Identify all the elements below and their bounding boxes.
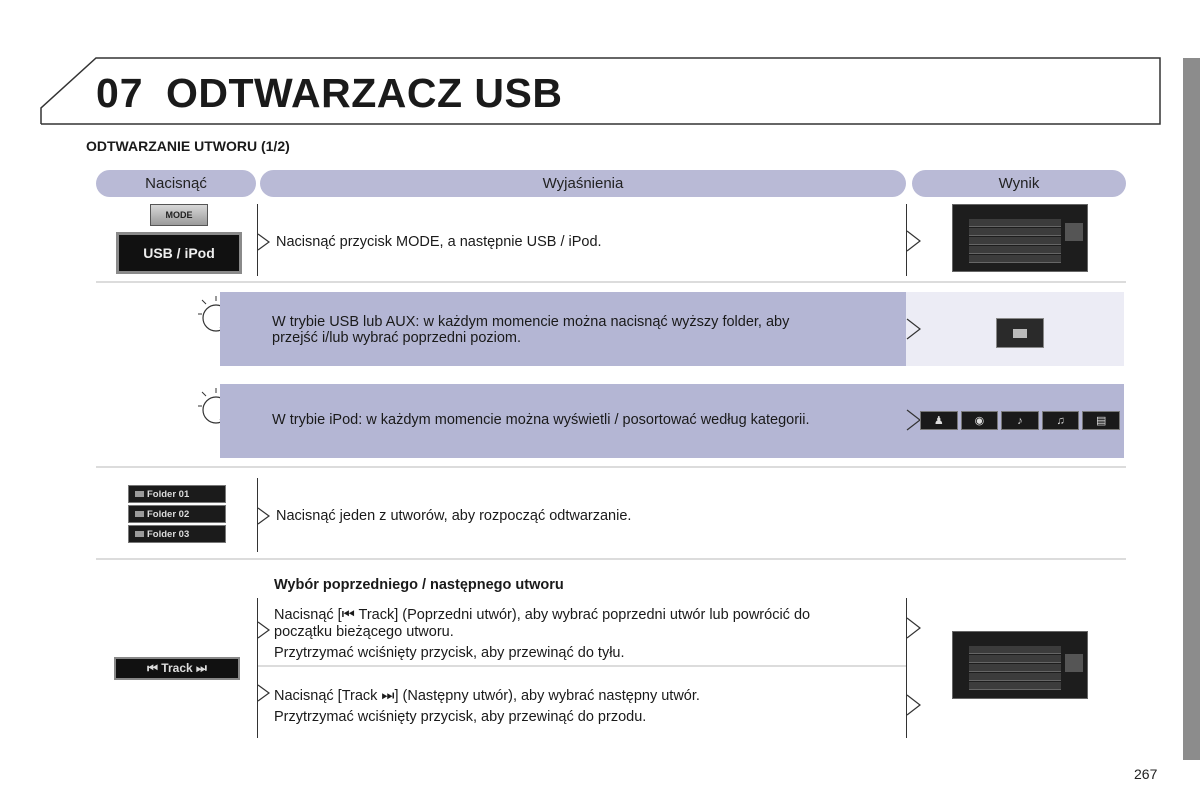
pointer-chevron-icon [257, 684, 271, 702]
next-track-line2: Przytrzymać wciśnięty przycisk, aby przewinąć do przodu. [274, 709, 647, 725]
pointer-chevron-icon [906, 230, 922, 252]
ipod-category-strip [920, 411, 1120, 430]
tip1-line2: przejść i/lub wybrać poprzedni poziom. [272, 330, 522, 346]
folder-01-button[interactable]: Folder 01 [128, 485, 226, 503]
folder-02-button[interactable]: Folder 02 [128, 505, 226, 523]
usb-ipod-button[interactable]: USB / iPod [116, 232, 242, 274]
folder-icon [135, 511, 144, 517]
folder-03-button[interactable]: Folder 03 [128, 525, 226, 543]
prev-track-line2: początku bieżącego utworu. [274, 624, 454, 640]
folder-icon [135, 531, 144, 537]
column-header-press: Nacisnąć [96, 170, 256, 197]
chapter-title: ODTWARZACZ USB [166, 70, 563, 116]
row1-explanation: Nacisnąć przycisk MODE, a następnie USB / iPod. [276, 234, 602, 250]
row3-explanation: Nacisnąć jeden z utworów, aby rozpocząć odtwarzanie. [276, 508, 632, 524]
disc-icon[interactable]: ◉ [961, 411, 999, 430]
track-button[interactable]: ⏮ Track ⏭ [114, 657, 240, 680]
result-screen-folder-list [952, 631, 1088, 699]
result-screen-usb-menu [952, 204, 1088, 272]
pointer-chevron-icon [906, 318, 922, 340]
row-separator [96, 281, 1126, 283]
chapter-number: 07 [96, 70, 144, 116]
tip2-text: W trybie iPod: w każdym momencie można wyświetli / posortować według kategorii. [272, 412, 810, 428]
note-icon[interactable]: ♪ [1001, 411, 1039, 430]
pointer-chevron-icon [906, 694, 922, 716]
row-separator [258, 665, 906, 667]
folder-icon [135, 491, 144, 497]
row4-heading: Wybór poprzedniego / następnego utworu [274, 577, 564, 593]
pointer-chevron-icon [257, 621, 271, 639]
pointer-chevron-icon [257, 233, 271, 251]
row-separator [96, 558, 1126, 560]
pointer-chevron-icon [257, 507, 271, 525]
row-separator [96, 466, 1126, 468]
prev-track-line3: Przytrzymać wciśnięty przycisk, aby przewinąć do tyłu. [274, 645, 625, 661]
list-icon[interactable]: ▤ [1082, 411, 1120, 430]
column-header-explain: Wyjaśnienia [260, 170, 906, 197]
parent-folder-button[interactable] [996, 318, 1044, 348]
person-icon[interactable]: ♟ [920, 411, 958, 430]
folder-icon [1013, 329, 1027, 338]
page-number: 267 [1134, 766, 1158, 782]
mode-button[interactable]: MODE [150, 204, 208, 226]
notes-icon[interactable]: ♫ [1042, 411, 1080, 430]
side-tab-bar [1183, 58, 1200, 760]
prev-track-line1: Nacisnąć [⏮ Track] (Poprzedni utwór), aby wybrać poprzedni utwór lub powrócić do [274, 607, 811, 623]
divider-line [257, 598, 258, 738]
column-header-result: Wynik [912, 170, 1126, 197]
next-track-line1: Nacisnąć [Track ⏭] (Następny utwór), aby wybrać następny utwór. [274, 688, 700, 704]
section-title: ODTWARZANIE UTWORU (1/2) [86, 138, 290, 154]
tip1-line1: W trybie USB lub AUX: w każdym momencie można nacisnąć wyższy folder, aby [272, 314, 790, 330]
pointer-chevron-icon [906, 617, 922, 639]
